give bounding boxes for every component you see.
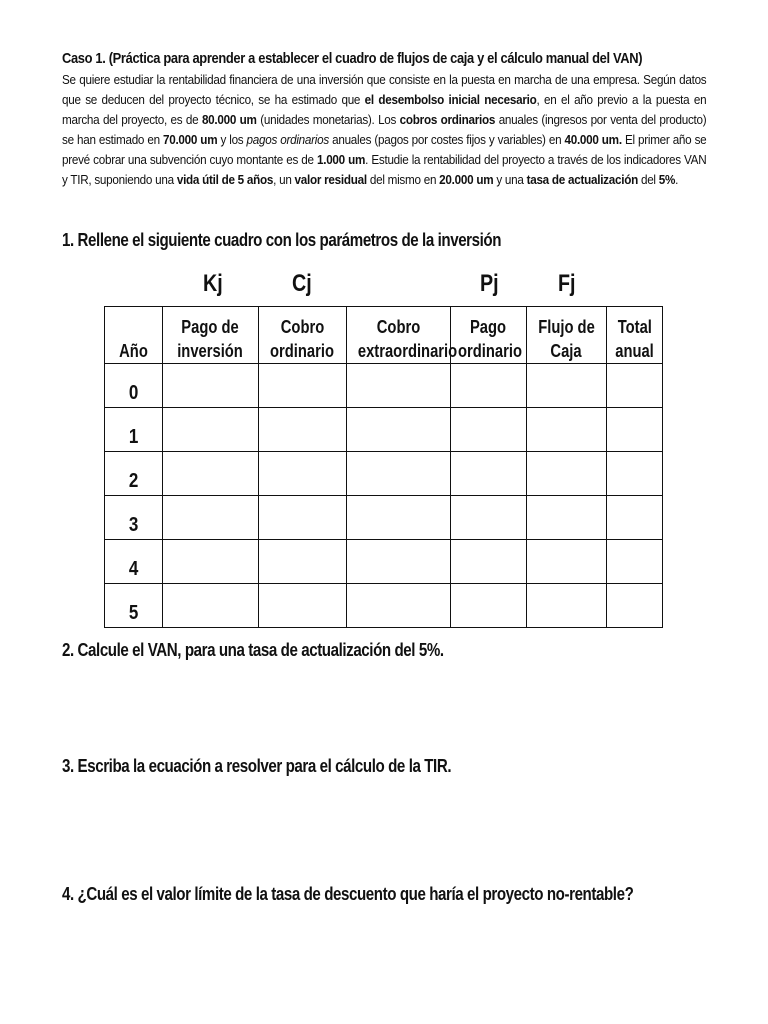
question-3: 3. Escriba la ecuación a resolver para el cálculo de la TIR. (62, 756, 452, 776)
investment-cell (163, 452, 259, 496)
investment-cell (163, 364, 259, 408)
ordinary-payment-cell (451, 452, 527, 496)
symbol-fj: Fj (558, 270, 576, 297)
cash-flow-cell (527, 452, 607, 496)
year-cell: 0 (105, 364, 163, 408)
ordinary-payment-cell (451, 408, 527, 452)
ordinary-income-cell (259, 496, 347, 540)
table-row (105, 540, 663, 584)
extraordinary-income-cell (347, 496, 451, 540)
year-cell: 1 (105, 408, 163, 452)
ordinary-payment-cell (451, 364, 527, 408)
cash-flow-cell (527, 584, 607, 628)
annual-total-cell (607, 584, 663, 628)
cash-flow-cell (527, 364, 607, 408)
annual-total-cell (607, 540, 663, 584)
annual-total-cell (607, 364, 663, 408)
annual-total-cell (607, 408, 663, 452)
cash-flow-table (104, 306, 663, 628)
table-header-row (105, 307, 663, 364)
document-page (62, 48, 707, 904)
header-year: Año (105, 307, 163, 364)
cash-flow-cell (527, 540, 607, 584)
case-statement: Se quiere estudiar la rentabilidad financiera de una inversión que consiste en la puesta en marcha de una empresa. Según datos que se deducen del proyecto técnico, se ha estimado que el desembolso inicial necesario, en el año previo a la puesta en marcha del proyecto, es de 80.000 um (unidades monetarias). Los cobros ordinarios anuales (ingresos por venta del producto) se han estimado en 70.000 um y los pagos ordinarios anuales (pagos por costes fijos y variables) en 40.000 um. El primer año se prevé cobrar una subvención cuyo montante es de 1.000 um. Estudie la rentabilidad del proyecto a través de los indicadores VAN y TIR, suponiendo una vida útil de 5 años, un valor residual del mismo en 20.000 um y una tasa de actualización del 5%. (62, 72, 707, 187)
investment-cell (163, 496, 259, 540)
symbol-kj: Kj (203, 270, 223, 297)
ordinary-income-cell (259, 364, 347, 408)
table-row (105, 364, 663, 408)
table-row (105, 496, 663, 540)
year-cell: 5 (105, 584, 163, 628)
table-row (105, 452, 663, 496)
extraordinary-income-cell (347, 364, 451, 408)
header-ordinary-payment: Pago ordinario (451, 307, 527, 364)
ordinary-payment-cell (451, 584, 527, 628)
header-cash-flow: Flujo de Caja (527, 307, 607, 364)
case-title: Caso 1. (Práctica para aprender a establecer el cuadro de flujos de caja y el cálculo manual del VAN) (62, 50, 643, 67)
question-2: 2. Calcule el VAN, para una tasa de actualización del 5%. (62, 640, 444, 660)
extraordinary-income-cell (347, 540, 451, 584)
investment-cell (163, 540, 259, 584)
header-extraordinary-income: Cobro extraordinario (347, 307, 451, 364)
extraordinary-income-cell (347, 584, 451, 628)
question-1: 1. Rellene el siguiente cuadro con los parámetros de la inversión (62, 230, 502, 250)
ordinary-income-cell (259, 540, 347, 584)
investment-cell (163, 408, 259, 452)
table-row (105, 408, 663, 452)
table-row (105, 584, 663, 628)
annual-total-cell (607, 496, 663, 540)
ordinary-payment-cell (451, 496, 527, 540)
year-cell: 2 (105, 452, 163, 496)
parameter-symbols (62, 270, 706, 304)
annual-total-cell (607, 452, 663, 496)
investment-cell (163, 584, 259, 628)
symbol-cj: Cj (292, 270, 312, 297)
extraordinary-income-cell (347, 408, 451, 452)
symbol-pj: Pj (480, 270, 499, 297)
header-investment-payment: Pago de inversión (163, 307, 259, 364)
extraordinary-income-cell (347, 452, 451, 496)
cash-flow-cell (527, 496, 607, 540)
year-cell: 4 (105, 540, 163, 584)
ordinary-income-cell (259, 452, 347, 496)
question-4: 4. ¿Cuál es el valor límite de la tasa de descuento que haría el proyecto no-rentable? (62, 884, 634, 904)
ordinary-income-cell (259, 584, 347, 628)
year-cell: 3 (105, 496, 163, 540)
header-ordinary-income: Cobro ordinario (259, 307, 347, 364)
ordinary-income-cell (259, 408, 347, 452)
ordinary-payment-cell (451, 540, 527, 584)
header-annual-total: Total anual (607, 307, 663, 364)
cash-flow-cell (527, 408, 607, 452)
